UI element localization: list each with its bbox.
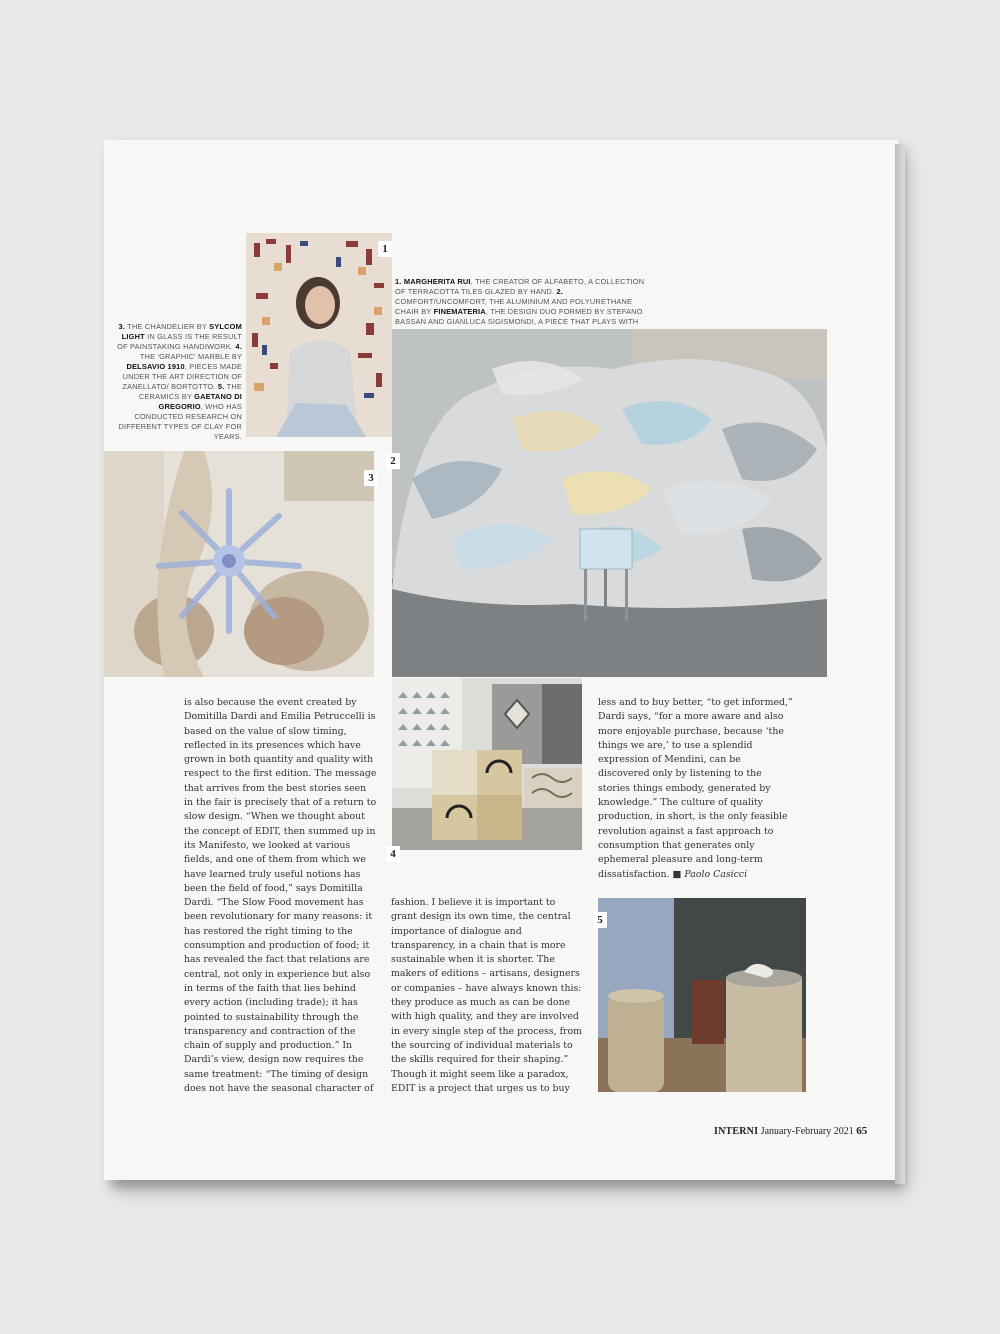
photo-margherita-rui bbox=[246, 233, 392, 437]
magazine-name: INTERNI bbox=[714, 1126, 759, 1137]
caption-text: IN GLASS IS THE RESULT OF PAINSTAKING HANDIWORK. bbox=[117, 332, 242, 351]
issue-date: January-February 2021 bbox=[760, 1126, 854, 1137]
page-footer bbox=[714, 1125, 868, 1137]
caption-number-4: 4. bbox=[235, 342, 242, 351]
page-number: 65 bbox=[856, 1125, 868, 1137]
caption-text: COMFORT/UNCOMFORT, THE ALUMINIUM AND POLYURETHANE CHAIR BY bbox=[395, 297, 633, 316]
author-signature: Paolo Casicci bbox=[684, 868, 748, 880]
photo-number-4: 4 bbox=[386, 846, 400, 862]
photo-gaetano-di-gregorio-ceramics bbox=[598, 898, 806, 1092]
caption-name-finemateria: FINEMATERIA bbox=[433, 307, 486, 316]
caption-text: THE 'GRAPHIC' MARBLE BY bbox=[139, 352, 242, 361]
photo-delsavio-marble bbox=[392, 678, 582, 850]
caption-name-margherita-rui: MARGHERITA RUI bbox=[403, 277, 471, 286]
caption-name-delsavio: DELSAVIO 1910 bbox=[126, 362, 185, 371]
body-column-3-text: less and to buy better, “to get informed,” Dardi says, “for a more aware and also more enjoyable purchase, because ‘the things we are,’ to use a splendid expression of Mendini, can be discovered only by listening to the stories things embody, generated by knowledge.” The culture of quality production, in short, is the only feasible revolution against a fast approach to consumption that generates only ephemeral pleasure and long-term dissatisfaction. bbox=[598, 697, 793, 880]
photo-number-1: 1 bbox=[378, 241, 392, 257]
caption-text: , WHO HAS CONDUCTED RESEARCH ON DIFFERENT TYPES OF CLAY FOR YEARS. bbox=[118, 402, 242, 441]
caption-photos-1-2 bbox=[395, 277, 657, 337]
caption-name-sylcom-light: SYLCOM LIGHT bbox=[121, 322, 242, 341]
end-mark: ■ bbox=[672, 868, 682, 880]
photo-number-5: 5 bbox=[593, 912, 607, 928]
body-column-1: is also because the event created by Domitilla Dardi and Emilia Petruccelli is based on the value of slow timing, reflected in its presences which have grown in both quantity and quality with respect to the first edition. The message that arrives from the best stories seen in the fair is precisely that of a return to slow design. “When we thought about the concept of EDIT, then summed up in its Manifesto, we looked at various fields, and one of them from which we have learned truly useful notions has been the field of food,” says Domitilla Dardi. “The Slow Food movement has been revolutionary for many reasons: it has restored the right timing to the consumption and production of food; it has revealed the fact that relations are central, not only in experience but also in terms of the faith that lies behind every action (including trade); it has pointed to sustainability through the transparency and contraction of the chain of supply and production.” In Dardi’s view, design now requires the same treatment: “The timing of design does not have the seasonal character of bbox=[184, 697, 377, 1095]
caption-number-3: 3. bbox=[118, 322, 126, 331]
body-column-3 bbox=[598, 696, 793, 882]
caption-number-1: 1. bbox=[395, 277, 402, 286]
caption-text: , THE DESIGN DUO FORMED BY STEFANO BASSAN AND GIANLUCA SIGISMONDI, A PIECE THAT PLAYS WITH bbox=[395, 307, 643, 326]
photo-comfort-uncomfort-chair bbox=[392, 329, 827, 677]
caption-number-5: 5. bbox=[217, 382, 225, 391]
caption-name-gaetano-di-gregorio: GAETANO DI GREGORIO bbox=[158, 392, 242, 411]
magazine-page bbox=[104, 140, 898, 1180]
photo-number-3: 3 bbox=[364, 470, 378, 486]
caption-text: THE CHANDELIER BY bbox=[127, 322, 207, 331]
photo-sylcom-chandelier bbox=[104, 451, 374, 677]
caption-number-2: 2. bbox=[556, 287, 564, 296]
photo-number-2: 2 bbox=[386, 453, 400, 469]
page-edge bbox=[895, 144, 905, 1184]
body-column-2: fashion. I believe it is important to grant design its own time, the central importance of dialogue and transparency, in a chain that is more sustainable when it is shorter. The makers of editions – artisans, designers or companies – have always known this: they produce as much as can be done with high quality, and they are involved in every single step of the process, from the sourcing of individual materials to the skills required for their shaping.” Though it might seem like a paradox, EDIT is a project that urges us to buy bbox=[391, 897, 583, 1094]
caption-text: , THE CREATOR OF ALFABETO, A COLLECTION OF TERRACOTTA TILES GLAZED BY HAND. bbox=[395, 277, 645, 296]
caption-photos-3-4-5 bbox=[114, 322, 242, 442]
caption-text: , PIECES MADE UNDER THE ART DIRECTION OF ZANELLATO/ BORTOTTO. bbox=[122, 362, 242, 391]
caption-text: THE CERAMICS BY bbox=[138, 382, 242, 401]
